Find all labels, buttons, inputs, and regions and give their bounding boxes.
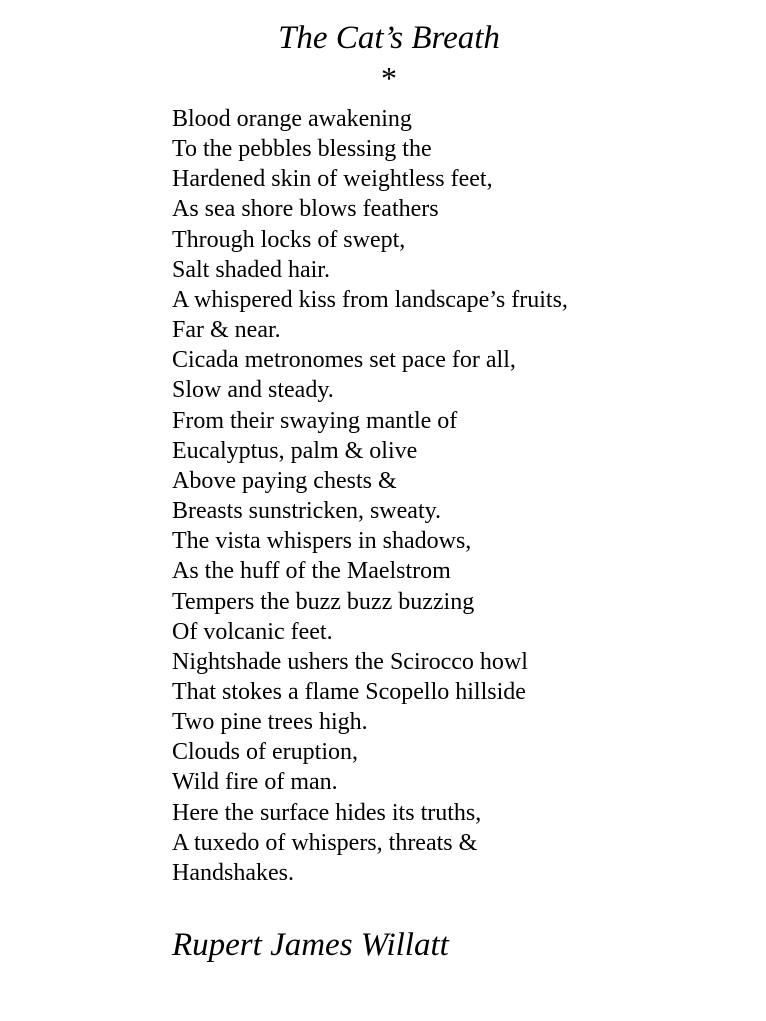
- poem-line: Tempers the buzz buzz buzzing: [172, 588, 475, 615]
- poem-line: Cicada metronomes set pace for all,: [172, 347, 516, 374]
- poem-line: Of volcanic feet.: [172, 618, 333, 645]
- poem-line: As sea shore blows feathers: [172, 196, 439, 223]
- poem-line: Above paying chests &: [172, 467, 397, 494]
- poem-line: Salt shaded hair.: [172, 256, 330, 283]
- poem-line: Two pine trees high.: [172, 709, 368, 736]
- poem-line: Through locks of swept,: [172, 226, 406, 253]
- poem-body: [172, 104, 568, 888]
- poem-line: Handshakes.: [172, 859, 294, 886]
- poem-line: Breasts sunstricken, sweaty.: [172, 498, 442, 525]
- poem-line: Nightshade ushers the Scirocco howl: [172, 648, 528, 675]
- poem-line: From their swaying mantle of: [172, 407, 458, 434]
- poem-title: The Cat’s Breath: [278, 20, 500, 56]
- poem-line: That stokes a flame Scopello hillside: [172, 678, 526, 705]
- poem-line: Eucalyptus, palm & olive: [172, 437, 418, 464]
- poem-line: Slow and steady.: [172, 377, 334, 404]
- poem-line: Blood orange awakening: [172, 106, 412, 132]
- poem-line: A whispered kiss from landscape’s fruits,: [172, 286, 568, 313]
- poem-line: The vista whispers in shadows,: [172, 528, 472, 555]
- author-signature: Rupert James Willatt: [172, 927, 449, 963]
- section-divider-asterisk: *: [381, 60, 397, 96]
- poem-line: Hardened skin of weightless feet,: [172, 166, 493, 193]
- poem-line: Here the surface hides its truths,: [172, 799, 482, 826]
- poem-line: Wild fire of man.: [172, 769, 338, 796]
- poem-line: As the huff of the Maelstrom: [172, 558, 451, 585]
- poem-line: Far & near.: [172, 317, 281, 344]
- poem-line: To the pebbles blessing the: [172, 136, 432, 163]
- poem-line: A tuxedo of whispers, threats &: [172, 829, 478, 856]
- poem-line: Clouds of eruption,: [172, 739, 358, 766]
